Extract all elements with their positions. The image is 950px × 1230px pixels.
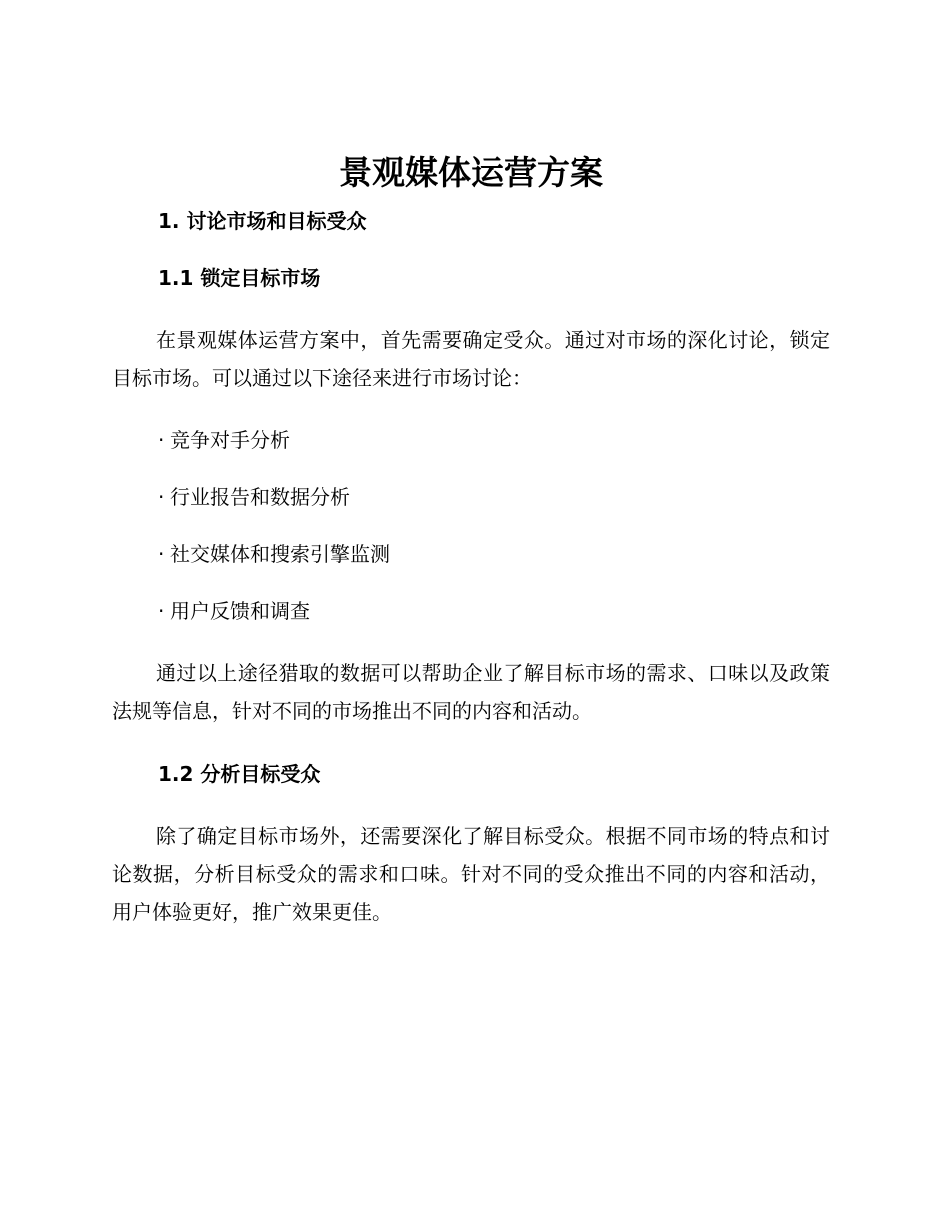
- list-item-text: 社交媒体和搜索引擎监测: [170, 542, 390, 566]
- bullet-marker: ·: [158, 542, 165, 566]
- subsection-1-1-conclusion: 通过以上途径猎取的数据可以帮助企业了解目标市场的需求、口味以及政策法规等信息，针对不同的市场推出不同的内容和活动。: [112, 661, 830, 723]
- list-item: [158, 541, 830, 567]
- bullet-marker: ·: [158, 485, 165, 509]
- section-1-heading: 1. 讨论市场和目标受众: [158, 209, 367, 233]
- list-item-text: 行业报告和数据分析: [170, 485, 350, 509]
- list-item: [158, 484, 830, 510]
- list-item-text: 竞争对手分析: [170, 428, 290, 452]
- subsection-1-1-heading: 1.1 锁定目标市场: [158, 266, 321, 290]
- subsection-1-2-heading: 1.2 分析目标受众: [158, 762, 321, 786]
- subsection-1-1-intro: 在景观媒体运营方案中，首先需要确定受众。通过对市场的深化讨论，锁定目标市场。可以通过以下途径来进行市场讨论：: [112, 328, 830, 390]
- market-research-list: [112, 427, 830, 624]
- list-item: [158, 427, 830, 453]
- document-content: [112, 150, 830, 931]
- document-title: 景观媒体运营方案: [339, 153, 603, 192]
- subsection-1-2-body: 除了确定目标市场外，还需要深化了解目标受众。根据不同市场的特点和讨论数据，分析目标受众的需求和口味。针对不同的受众推出不同的内容和活动，用户体验更好，推广效果更佳。: [112, 824, 830, 924]
- list-item-text: 用户反馈和调查: [170, 599, 310, 623]
- bullet-marker: ·: [158, 428, 165, 452]
- list-item: [158, 598, 830, 624]
- bullet-marker: ·: [158, 599, 165, 623]
